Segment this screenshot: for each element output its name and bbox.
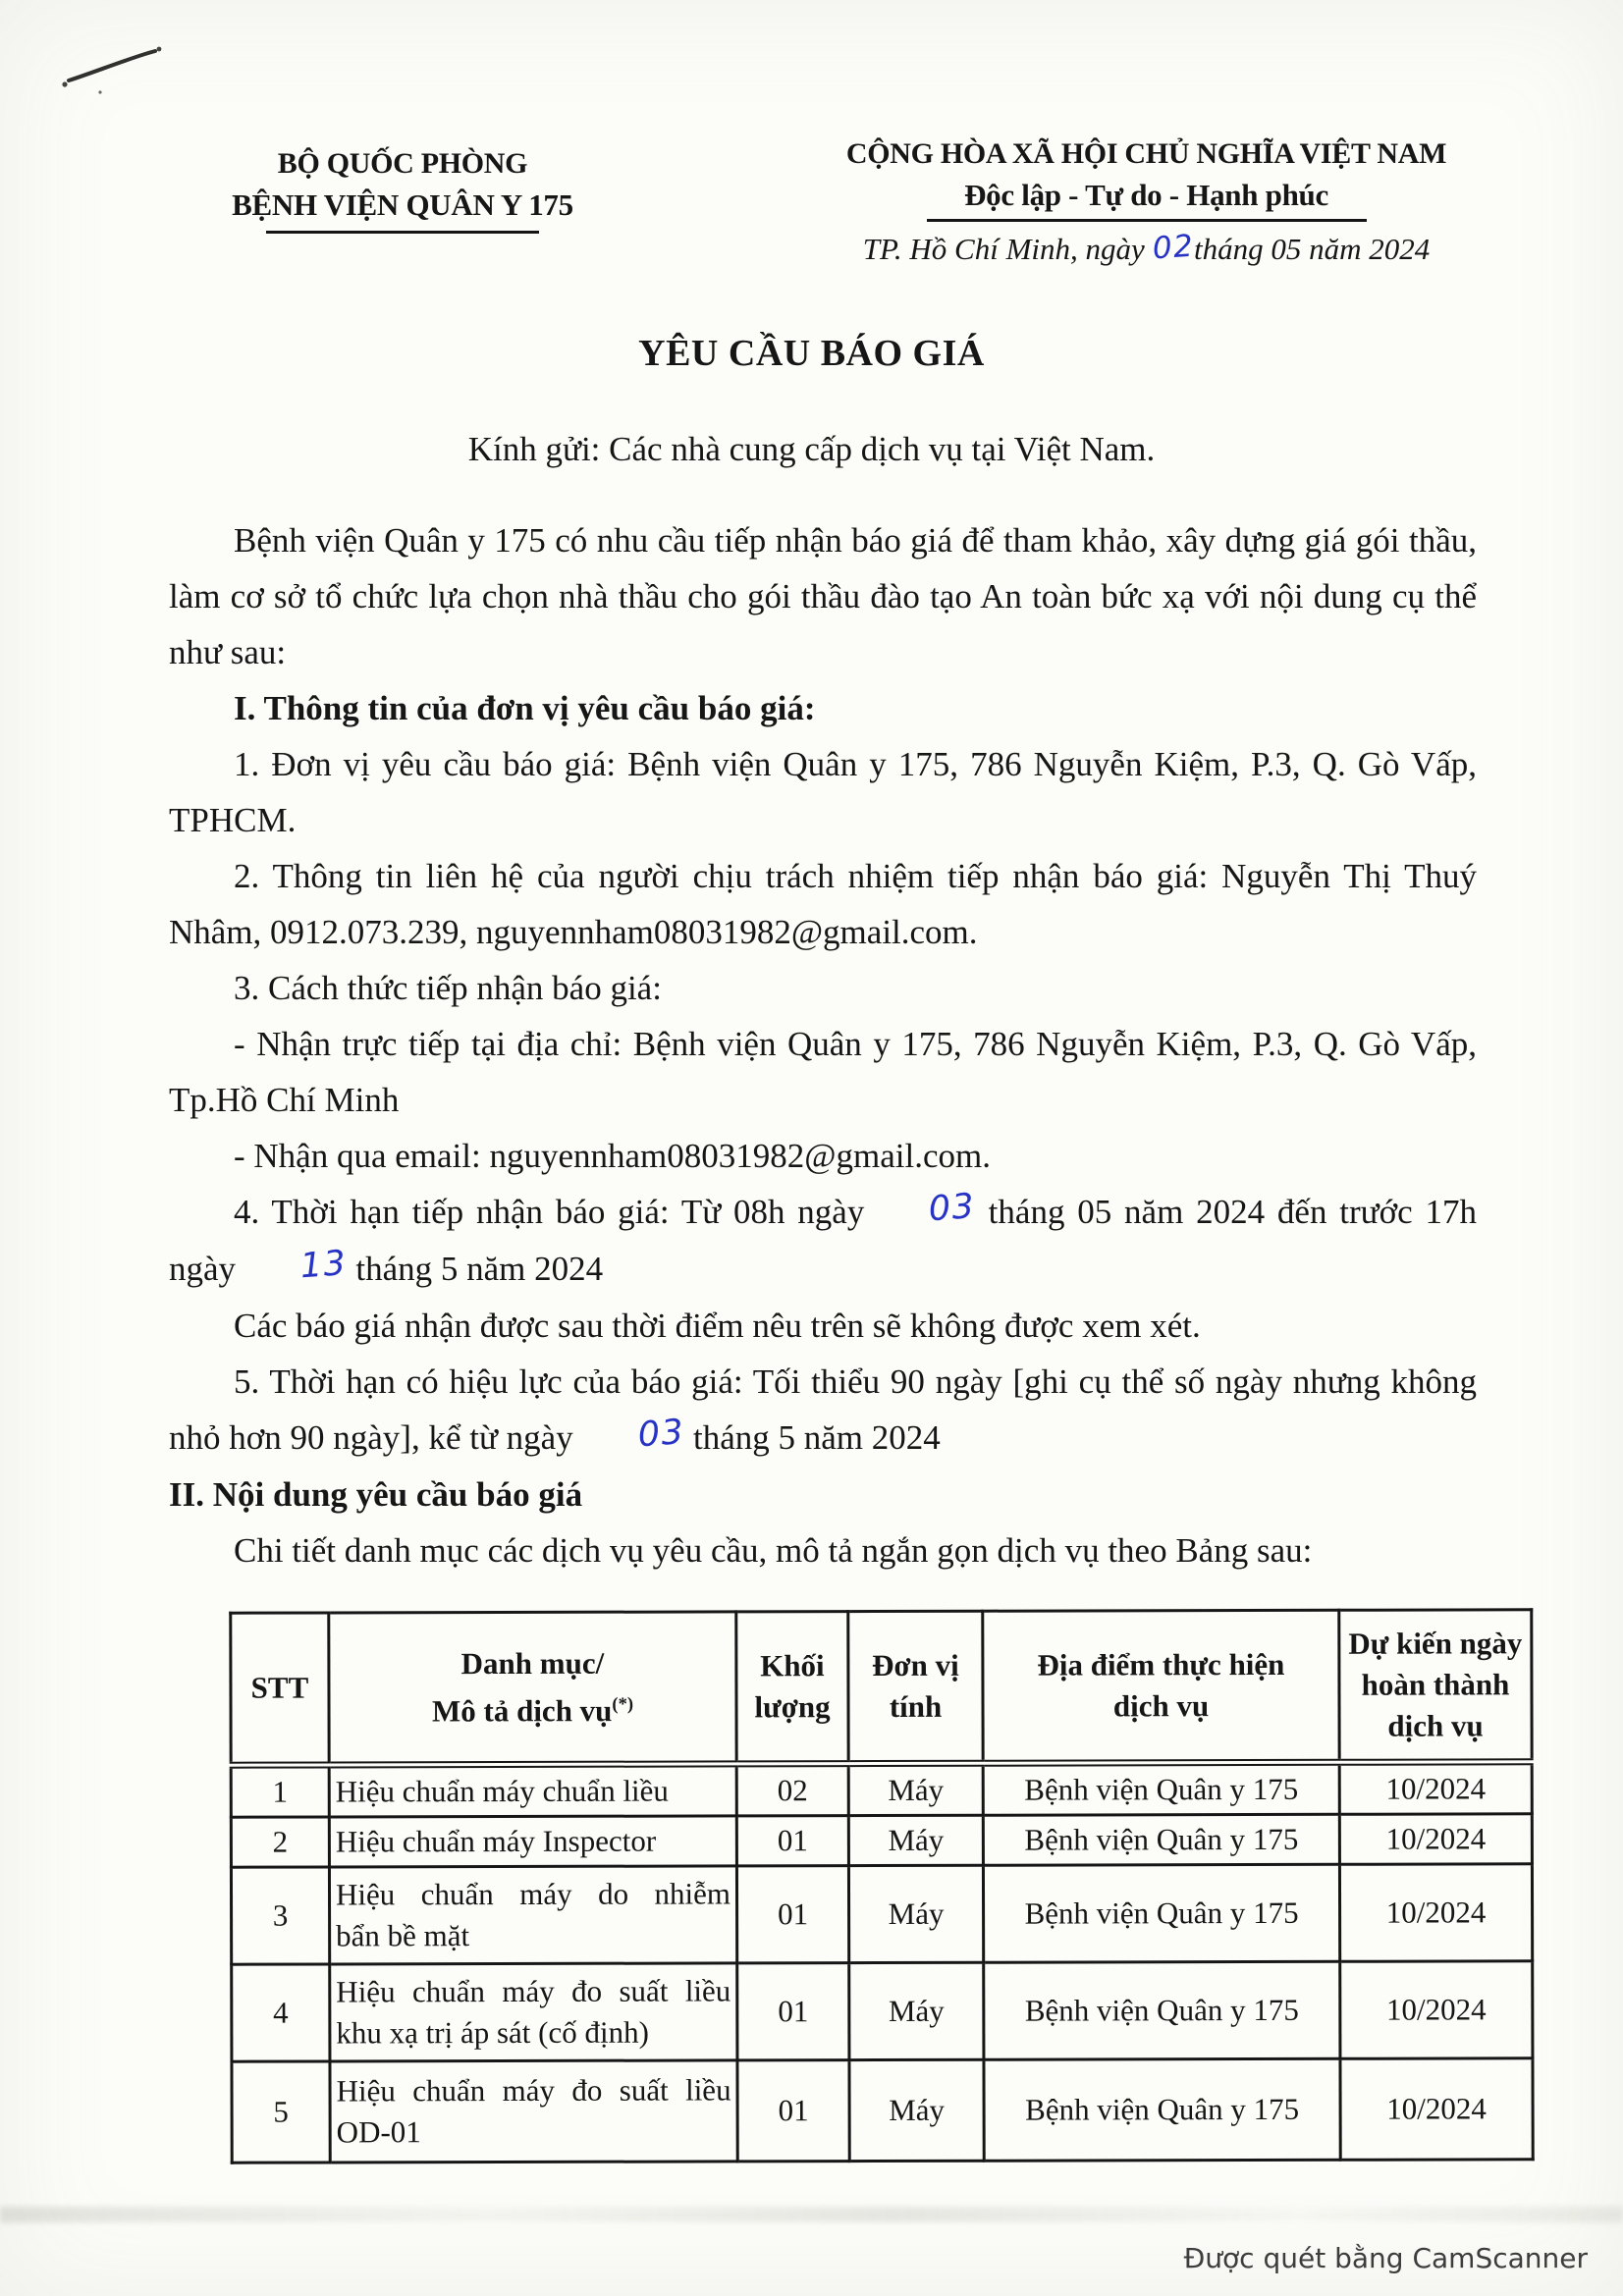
item-4-note: Các báo giá nhận được sau thời điểm nêu trên sẽ không được xem xét. <box>234 1307 1201 1345</box>
col-header-item: Danh mục/ Mô tả dịch vụ(*) <box>329 1612 736 1765</box>
row-location: Bệnh viện Quân y 175 <box>984 2058 1340 2161</box>
intro-paragraph: Bệnh viện Quân y 175 có nhu cầu tiếp nhận báo giá để tham khảo, xây dựng giá gói thầu, làm cơ sở tổ chức lựa chọn nhà thầu cho gói thầu đào tạo An toàn bức xạ với nội dung cụ thể như sau: <box>169 521 1477 671</box>
table-intro-paragraph: Chi tiết danh mục các dịch vụ yêu cầu, mô tả ngắn gọn dịch vụ theo Bảng sau: <box>234 1531 1313 1570</box>
col-header-quantity: Khối lượng <box>736 1612 848 1764</box>
row-location: Bệnh viện Quân y 175 <box>983 1762 1339 1815</box>
row-quantity: 02 <box>736 1764 848 1816</box>
section-1-heading: I. Thông tin của đơn vị yêu cầu báo giá: <box>234 689 816 727</box>
item-3-direct-address: - Nhận trực tiếp tại địa chỉ: Bệnh viện Quân y 175, 786 Nguyễn Kiệm, P.3, Q. Gò Vấp, Tp.Hồ Chí Minh <box>169 1025 1477 1119</box>
row-item: Hiệu chuẩn máy đo suất liều khu xạ trị áp sát (cố định) <box>330 1963 737 2061</box>
row-stt: 1 <box>231 1765 329 1817</box>
national-header-block <box>800 137 1492 267</box>
table-row <box>232 2058 1533 2163</box>
ministry-name: BỘ QUỐC PHÒNG <box>277 147 528 180</box>
row-due-date: 10/2024 <box>1340 1961 1533 2059</box>
row-stt: 5 <box>232 2061 330 2163</box>
header-left-underline <box>266 231 539 234</box>
handwritten-validity-day: 03 <box>636 1413 686 1456</box>
row-unit: Máy <box>849 2059 984 2161</box>
col-header-due-date: Dự kiến ngày hoàn thành dịch vụ <box>1339 1610 1532 1763</box>
national-title: CỘNG HÒA XÃ HỘI CHỦ NGHĨA VIỆT NAM <box>845 137 1447 170</box>
row-due-date: 10/2024 <box>1339 1762 1532 1815</box>
col-header-location: Địa điểm thực hiện dịch vụ <box>983 1610 1339 1763</box>
row-due-date: 10/2024 <box>1340 2058 1533 2161</box>
table-row <box>231 1762 1532 1817</box>
table-header-row <box>231 1610 1532 1765</box>
handwritten-start-day: 03 <box>927 1187 977 1230</box>
footnote-marker: (*) <box>612 1693 634 1715</box>
item-2-contact-info: 2. Thông tin liên hệ của người chịu trách nhiệm tiếp nhận báo giá: Nguyễn Thị Thuý Nhâm, 0912.073.239, nguyennham08031982@gmail.com. <box>169 857 1477 951</box>
row-due-date: 10/2024 <box>1339 1864 1532 1962</box>
pen-stroke-mark <box>49 29 177 98</box>
row-quantity: 01 <box>737 2060 849 2162</box>
hospital-name: BỆNH VIỆN QUÂN Y 175 <box>232 187 573 222</box>
item-3-method-heading: 3. Cách thức tiếp nhận báo giá: <box>234 969 662 1007</box>
date-suffix: tháng 05 năm 2024 <box>1194 232 1431 266</box>
row-quantity: 01 <box>736 1816 848 1866</box>
item-4-text-suffix: tháng 5 năm 2024 <box>347 1250 604 1288</box>
row-stt: 2 <box>231 1817 329 1867</box>
header-right-underline <box>927 219 1367 222</box>
col-header-stt: STT <box>231 1613 329 1765</box>
row-stt: 3 <box>231 1867 329 1964</box>
row-unit: Máy <box>848 1865 983 1962</box>
row-unit: Máy <box>848 1763 983 1815</box>
date-prefix: TP. Hồ Chí Minh, ngày <box>862 232 1153 266</box>
salutation-line: Kính gửi: Các nhà cung cấp dịch vụ tại Việt Nam. <box>467 430 1156 468</box>
row-item: Hiệu chuẩn máy đo suất liều OD-01 <box>330 2060 737 2163</box>
row-due-date: 10/2024 <box>1339 1814 1532 1865</box>
row-location: Bệnh viện Quân y 175 <box>983 1814 1339 1865</box>
item-4-deadline <box>169 1184 1477 1298</box>
handwritten-end-day: 13 <box>298 1244 349 1287</box>
item-5-validity <box>169 1354 1477 1467</box>
row-unit: Máy <box>849 1962 984 2059</box>
handwritten-day: 02 <box>1151 228 1196 267</box>
row-stt: 4 <box>232 1964 330 2061</box>
row-unit: Máy <box>848 1815 983 1865</box>
place-and-date-line <box>800 228 1492 267</box>
row-quantity: 01 <box>737 1963 849 2060</box>
row-item: Hiệu chuẩn máy do nhiễm bẩn bề mặt <box>329 1866 736 1964</box>
row-location: Bệnh viện Quân y 175 <box>983 1864 1339 1962</box>
camscanner-watermark: Được quét bằng CamScanner <box>1183 2242 1588 2274</box>
document-title: YÊU CẦU BÁO GIÁ <box>638 333 985 374</box>
item-5-text: 5. Thời hạn có hiệu lực của báo giá: Tối thiểu 90 ngày [ghi cụ thể số ngày nhưng không nhỏ hơn 90 ngày], kể từ ngày <box>169 1362 1477 1457</box>
table-row <box>232 1961 1533 2061</box>
row-item: Hiệu chuẩn máy chuẩn liều <box>329 1764 736 1817</box>
row-quantity: 01 <box>736 1866 848 1963</box>
item-4-text: 4. Thời hạn tiếp nhận báo giá: Từ 08h ngày <box>234 1193 865 1231</box>
item-1-requesting-unit: 1. Đơn vị yêu cầu báo giá: Bệnh viện Quân y 175, 786 Nguyễn Kiệm, P.3, Q. Gò Vấp, TPHCM. <box>169 745 1477 839</box>
section-2-heading: II. Nội dung yêu cầu báo giá <box>169 1475 583 1514</box>
row-item: Hiệu chuẩn máy Inspector <box>329 1816 736 1867</box>
item-5-text-suffix: tháng 5 năm 2024 <box>684 1418 941 1457</box>
item-4-text-middle: tháng 05 năm 2024 đến trước 17h ngày <box>169 1193 1477 1288</box>
services-table <box>229 1608 1534 2163</box>
national-motto: Độc lập - Tự do - Hạnh phúc <box>964 178 1328 212</box>
issuing-org-block <box>172 147 633 234</box>
table-row <box>231 1864 1532 1964</box>
document-body <box>169 512 1523 2163</box>
row-location: Bệnh viện Quân y 175 <box>984 1961 1340 2059</box>
item-3-email-address: - Nhận qua email: nguyennham08031982@gmail.com. <box>234 1137 991 1175</box>
scan-noise-band <box>0 2207 1623 2222</box>
table-row <box>231 1814 1532 1867</box>
col-header-unit: Đơn vị tính <box>848 1611 983 1763</box>
